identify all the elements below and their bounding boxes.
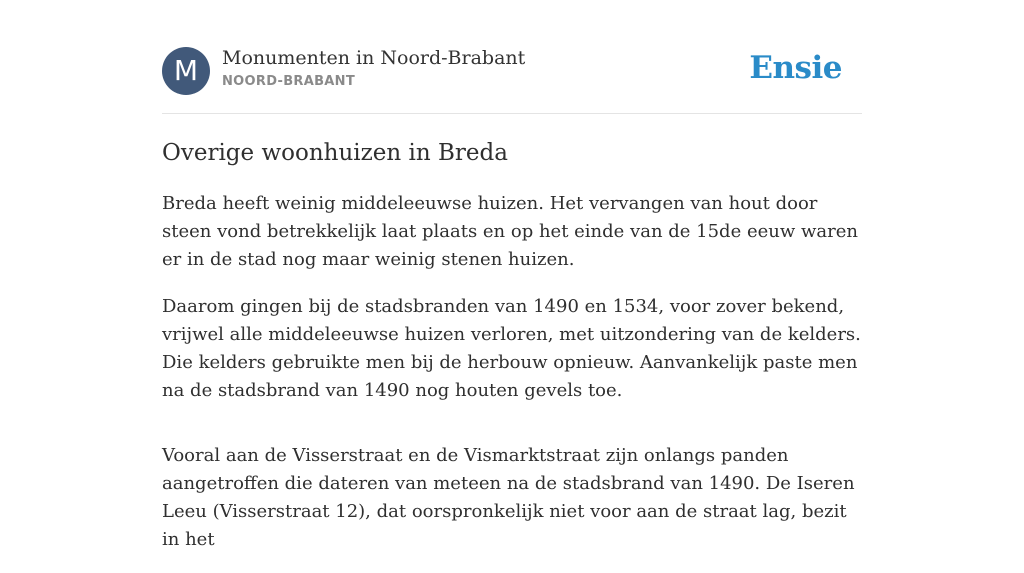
article-title: Overige woonhuizen in Breda — [162, 140, 508, 166]
article-paragraph: Daarom gingen bij de stadsbranden van 1490 en 1534, voor zover bekend, vrijwel alle middeleeuwse huizen verloren, met uitzondering van de kelders. Die kelders gebruikte men bij de herbouw opnieuw. Aanvankelijk paste men na de stadsbrand van 1490 nog houten gevels toe. — [162, 296, 861, 401]
site-header — [162, 46, 862, 96]
header-divider — [162, 113, 862, 114]
ensie-logo[interactable]: Ensie — [749, 50, 842, 86]
site-title-link[interactable]: Monumenten in Noord-Brabant — [222, 47, 526, 69]
article-paragraph: Vooral aan de Visserstraat en de Vismarktstraat zijn onlangs panden aangetroffen die dateren van meteen na de stadsbrand van 1490. De Iseren Leeu (Visserstraat 12), dat oorspronkelijk niet voor aan de straat lag, bezit in het — [162, 445, 855, 550]
article-body — [162, 190, 862, 573]
avatar[interactable]: M — [162, 47, 210, 95]
site-subtitle-link[interactable]: NOORD-BRABANT — [222, 74, 356, 89]
article-paragraph: Breda heeft weinig middeleeuwse huizen. Het vervangen van hout door steen vond betrekkelijk laat plaats en op het einde van de 15de eeuw waren er in de stad nog maar weinig stenen huizen. — [162, 193, 858, 270]
